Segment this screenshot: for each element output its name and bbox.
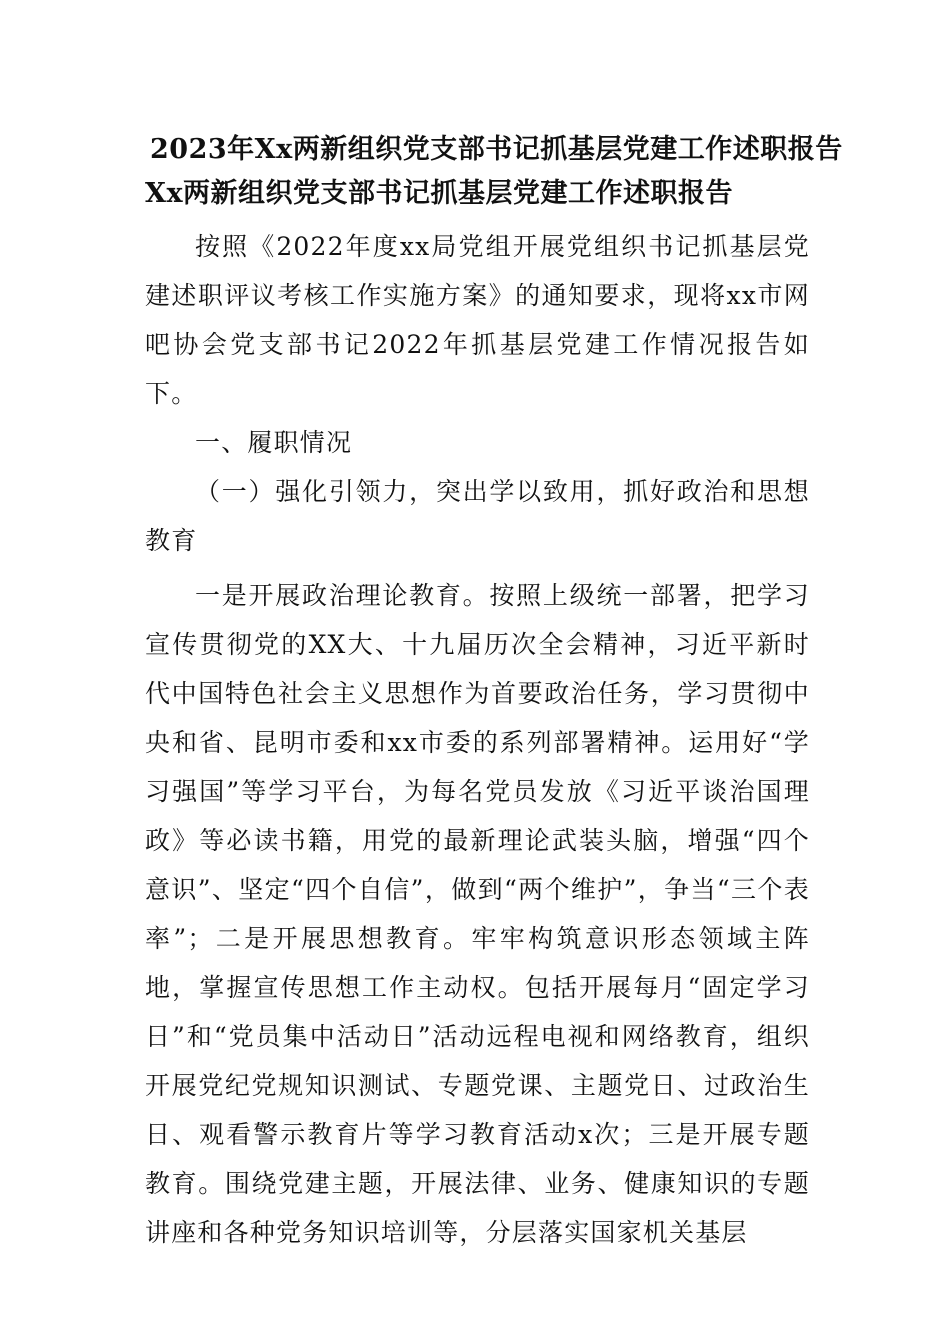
subsection-heading: （一）强化引领力，突出学以致用，抓好政治和思想教育 bbox=[145, 477, 810, 555]
document-subtitle: Xx两新组织党支部书记抓基层党建工作述职报告 bbox=[145, 178, 734, 209]
section-heading: 一、履职情况 bbox=[195, 428, 353, 457]
document-page bbox=[145, 128, 843, 1257]
intro-paragraph: 按照《2022年度xx局党组开展党组织书记抓基层党建述职评议考核工作实施方案》的通知要求，现将xx市网吧协会党支部书记2022年抓基层党建工作情况报告如下。 bbox=[145, 232, 810, 408]
document-title: 2023年Xx两新组织党支部书记抓基层党建工作述职报告 bbox=[150, 134, 843, 165]
body-paragraph: 一是开展政治理论教育。按照上级统一部署，把学习宣传贯彻党的XX大、十九届历次全会精神，习近平新时代中国特色社会主义思想作为首要政治任务，学习贯彻中央和省、昆明市委和xx市委的系列部署精神。运用好“学习强国”等学习平台，为每名党员发放《习近平谈治国理政》等必读书籍，用党的最新理论武装头脑，增强“四个意识”、坚定“四个自信”，做到“两个维护”，争当“三个表率”；二是开展思想教育。牢牢构筑意识形态领域主阵地，掌握宣传思想工作主动权。包括开展每月“固定学习日”和“党员集中活动日”活动远程电视和网络教育，组织开展党纪党规知识测试、专题党课、主题党日、过政治生日、观看警示教育片等学习教育活动x次；三是开展专题教育。围绕党建主题，开展法律、业务、健康知识的专题讲座和各种党务知识培训等，分层落实国家机关基层 bbox=[145, 581, 810, 1247]
